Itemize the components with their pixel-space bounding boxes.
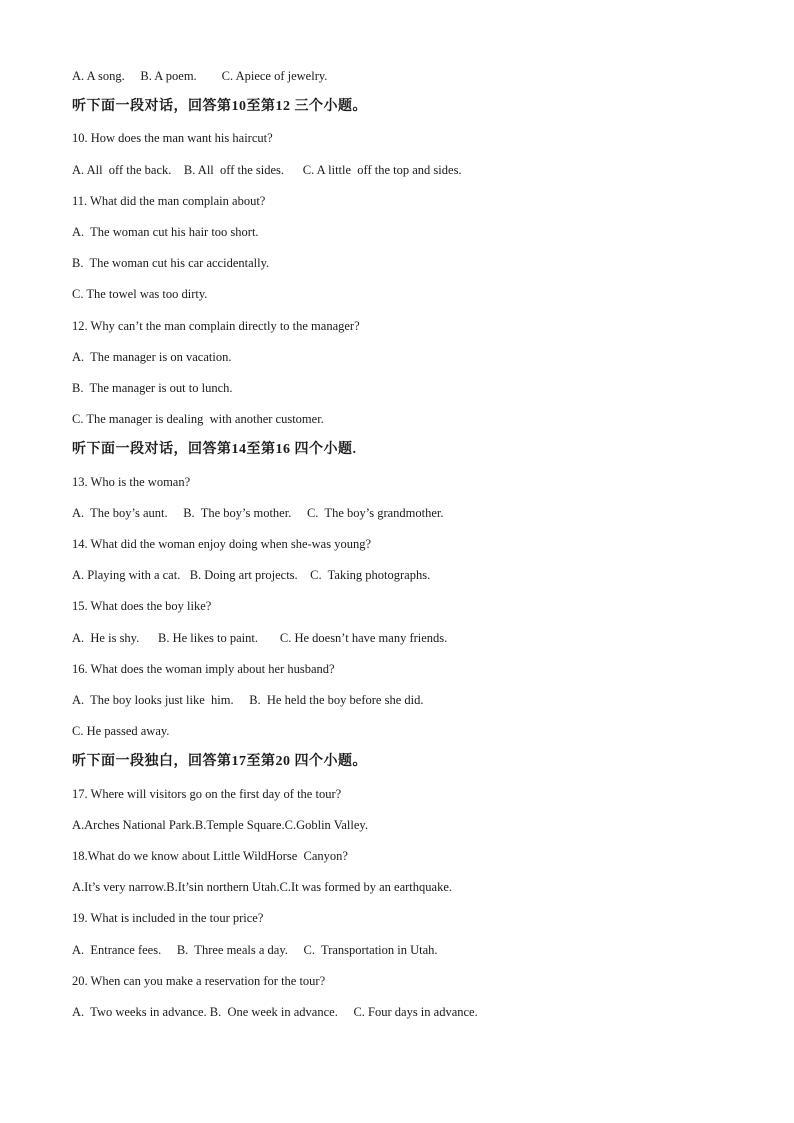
text-line: C. The towel was too dirty.: [72, 287, 208, 302]
text-line: A. The boy’s aunt. B. The boy’s mother. C. The boy’s grandmother.: [72, 505, 444, 520]
text-line: C. He passed away.: [72, 724, 170, 739]
text-line: A. Two weeks in advance. B. One week in advance. C. Four days in advance.: [72, 1005, 478, 1019]
text-line: C. The manager is dealing with another customer.: [72, 412, 324, 427]
text-line: 14. What did the woman enjoy doing when she-was young?: [72, 537, 372, 551]
text-line: A. The boy looks just like him. B. He held the boy before she did.: [72, 693, 424, 707]
text-line: B. The manager is out to lunch.: [72, 381, 233, 395]
text-line: A. The manager is on vacation.: [72, 349, 232, 364]
text-line: A.It’s very narrow.B.It’sin northern Utah.C.It was formed by an earthquake.: [72, 880, 452, 895]
text-line: 11. What did the man complain about?: [72, 193, 266, 208]
text-line: 10. How does the man want his haircut?: [72, 131, 273, 146]
text-line: A.Arches National Park.B.Temple Square.C.Goblin Valley.: [72, 817, 368, 832]
text-line: 13. Who is the woman?: [72, 474, 191, 489]
text-line: 20. When can you make a reservation for the tour?: [72, 973, 326, 988]
text-line: A. The woman cut his hair too short.: [72, 225, 259, 239]
section-heading: 听下面一段对话，回答第14至第16 四个小题.: [72, 442, 357, 458]
text-line: 16. What does the woman imply about her husband?: [72, 661, 335, 676]
text-line: A. Entrance fees. B. Three meals a day. C. Transportation in Utah.: [72, 942, 438, 957]
text-line: A. All off the back. B. All off the sides. C. A little off the top and sides.: [72, 162, 462, 177]
section-heading: 听下面一段对话，回答第10至第12 三个小题。: [72, 99, 367, 115]
text-line: 19. What is included in the tour price?: [72, 911, 264, 926]
text-line: B. The woman cut his car accidentally.: [72, 256, 270, 271]
text-line: 17. Where will visitors go on the first day of the tour?: [72, 786, 342, 801]
text-line: 15. What does the boy like?: [72, 599, 212, 614]
text-line: A. Playing with a cat. B. Doing art projects. C. Taking photographs.: [72, 568, 431, 583]
text-line: A. He is shy. B. He likes to paint. C. He doesn’t have many friends.: [72, 630, 448, 645]
section-heading: 听下面一段独白，回答第17至第20 四个小题。: [72, 754, 367, 770]
text-line: 18.What do we know about Little WildHorse Canyon?: [72, 849, 348, 863]
text-line: 12. Why can’t the man complain directly to the manager?: [72, 318, 360, 333]
text-line: A. A song. B. A poem. C. Apiece of jewelry.: [72, 69, 328, 83]
